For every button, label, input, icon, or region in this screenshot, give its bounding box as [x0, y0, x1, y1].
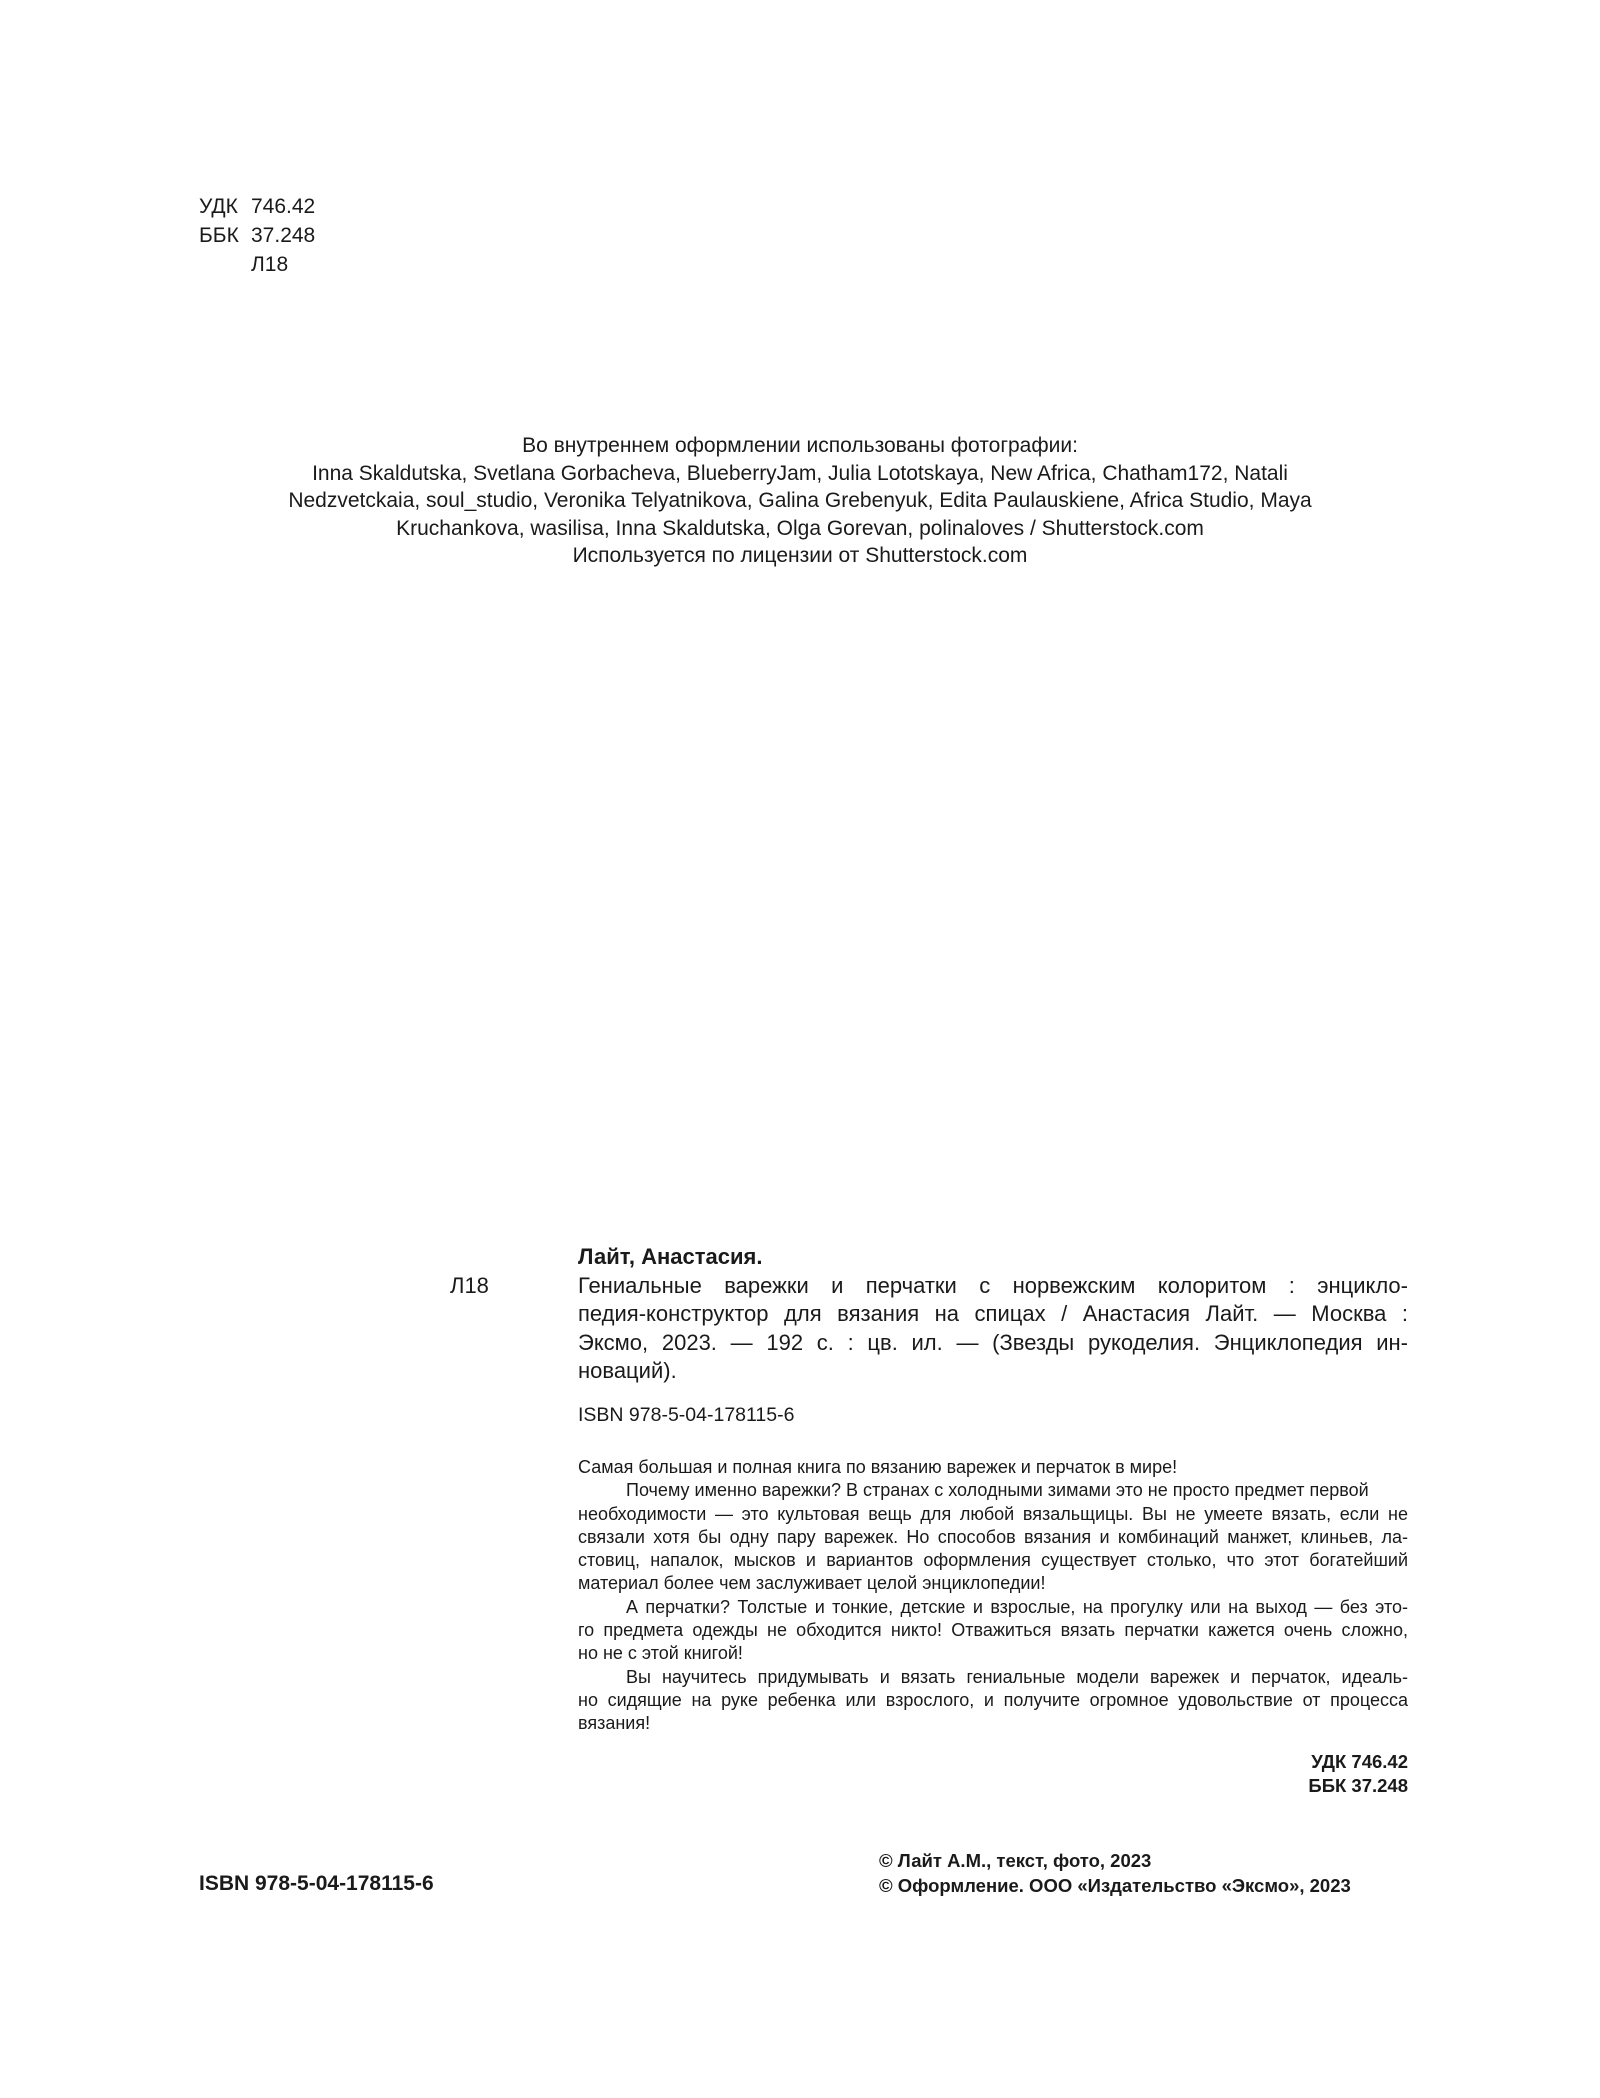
- isbn-footer: ISBN 978-5-04-178115-6: [199, 1872, 434, 1895]
- photo-credits: [180, 432, 1420, 570]
- copyright-design: © Оформление. ООО «Издательство «Эксмо», 2023: [879, 1875, 1351, 1896]
- biblio-isbn: ISBN 978-5-04-178115-6: [578, 1404, 795, 1426]
- udk-code: УДК 746.42: [1311, 1751, 1408, 1772]
- bibliographic-record: [578, 1243, 1408, 1386]
- annotation: [578, 1456, 1408, 1736]
- copyright-text: © Лайт А.М., текст, фото, 2023: [879, 1850, 1152, 1871]
- annotation-line: но сидящие на руке ребенка или взрослого, и получите огромное удовольствие от процесса: [578, 1689, 1408, 1710]
- author-code: Л18: [251, 253, 289, 276]
- credits-line: Используется по лицензии от Shutterstock.com: [572, 544, 1028, 567]
- annotation-line: Почему именно варежки? В странах с холодными зимами это не просто предмет первой: [626, 1480, 1369, 1501]
- bbk-code: ББК 37.248: [1308, 1775, 1408, 1796]
- classification-block: [1308, 1750, 1408, 1798]
- biblio-line: новаций).: [578, 1358, 677, 1383]
- udk-value: 746.42: [251, 195, 316, 218]
- bbk-label: ББК: [199, 224, 239, 247]
- biblio-line: Эксмо, 2023. — 192 с. : цв. ил. — (Звезды рукоделия. Энциклопедия ин-: [578, 1329, 1408, 1355]
- credits-line: Inna Skaldutska, Svetlana Gorbacheva, BlueberryJam, Julia Lototskaya, New Africa, Chatham172, Natali: [312, 461, 1288, 485]
- udk-label: УДК: [199, 195, 238, 218]
- bibliographic-code: Л18: [450, 1273, 489, 1298]
- author-name: Лайт, Анастасия.: [578, 1244, 763, 1269]
- annotation-line: необходимости — это культовая вещь для любой вязальщицы. Вы не умеете вязать, если не: [578, 1503, 1408, 1524]
- credits-line: Kruchankova, wasilisa, Inna Skaldutska, Olga Gorevan, polinaloves / Shutterstock.com: [396, 516, 1204, 540]
- biblio-line: Гениальные варежки и перчатки с норвежским колоритом : энцикло-: [578, 1272, 1408, 1298]
- biblio-line: педия-конструктор для вязания на спицах / Анастасия Лайт. — Москва :: [578, 1301, 1408, 1326]
- top-codes: [199, 192, 315, 279]
- annotation-line: вязания!: [578, 1713, 651, 1734]
- annotation-line: материал более чем заслуживает целой энциклопедии!: [578, 1573, 1046, 1594]
- annotation-line: Самая большая и полная книга по вязанию варежек и перчаток в мире!: [578, 1457, 1178, 1477]
- annotation-line: но не с этой книгой!: [578, 1643, 743, 1664]
- annotation-line: го предмета одежды не обходится никто! Отважиться вязать перчатки кажется очень сложно,: [578, 1620, 1408, 1641]
- annotation-line: А перчатки? Толстые и тонкие, детские и взрослые, на прогулку или на выход — без это-: [626, 1596, 1408, 1617]
- annotation-line: связали хотя бы одну пару варежек. Но способов вязания и комбинаций манжет, клиньев, ла-: [578, 1526, 1408, 1547]
- credits-line: Nedzvetckaia, soul_studio, Veronika Telyatnikova, Galina Grebenyuk, Edita Paulauskiene, Africa Studio, Maya: [288, 489, 1312, 512]
- credits-line: Во внутреннем оформлении использованы фотографии:: [522, 434, 1078, 457]
- annotation-line: стовиц, напалок, мысков и вариантов оформления существует столько, что этот богатейший: [578, 1550, 1408, 1571]
- bbk-value: 37.248: [251, 224, 316, 247]
- copyright-block: [879, 1848, 1351, 1898]
- annotation-line: Вы научитесь придумывать и вязать гениальные модели варежек и перчаток, идеаль-: [626, 1666, 1408, 1687]
